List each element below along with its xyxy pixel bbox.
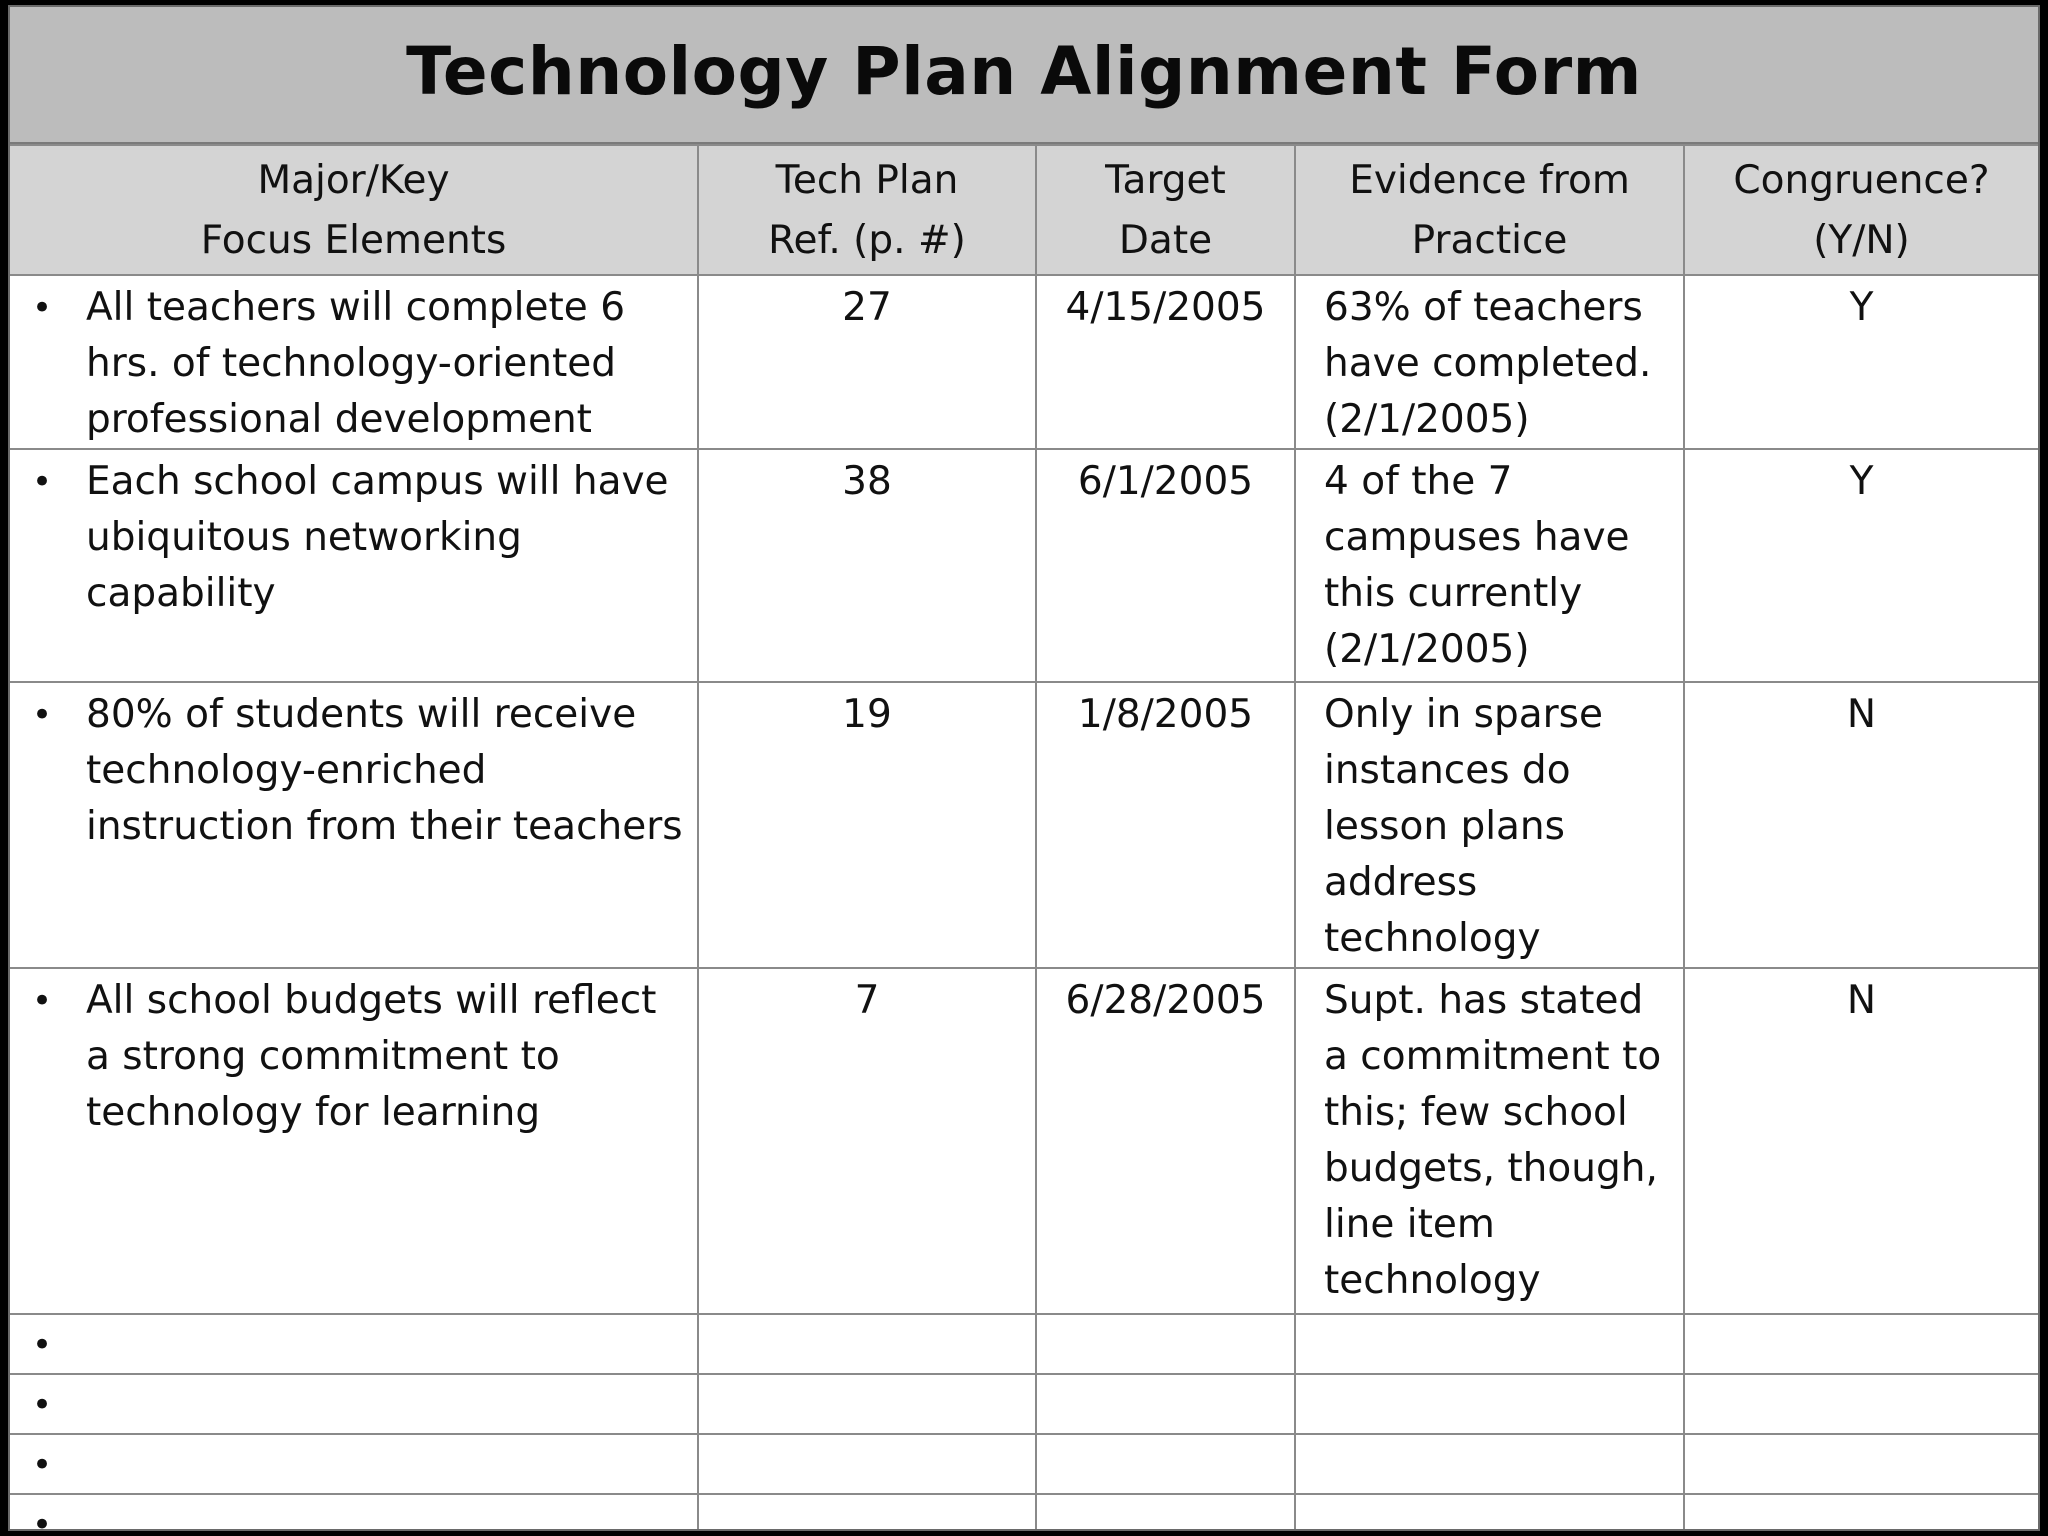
evidence-cell: Supt. has stated a commitment to this; few school budgets, though, line item technology (1295, 968, 1684, 1314)
col-header-focus-elements: Major/Key Focus Elements (10, 145, 698, 275)
congruence-cell (1684, 1494, 2038, 1531)
focus-element-cell (10, 682, 698, 968)
tech-plan-ref-cell (698, 1494, 1036, 1531)
blank-row (10, 1314, 2038, 1374)
target-date-cell: 4/15/2005 (1036, 275, 1295, 449)
form-title: Technology Plan Alignment Form (406, 33, 1642, 110)
congruence-cell: Y (1684, 449, 2038, 682)
table-row (10, 968, 2038, 1314)
tech-plan-ref-cell: 19 (698, 682, 1036, 968)
focus-element-cell (10, 449, 698, 682)
tech-plan-ref-cell: 7 (698, 968, 1036, 1314)
bullet: • (32, 1384, 53, 1425)
target-date-cell (1036, 1314, 1295, 1374)
congruence-cell (1684, 1374, 2038, 1434)
bullet: • (32, 1444, 53, 1485)
target-date-cell: 1/8/2005 (1036, 682, 1295, 968)
tech-plan-ref-cell (698, 1314, 1036, 1374)
col-header-tech-plan-ref: Tech Plan Ref. (p. #) (698, 145, 1036, 275)
evidence-cell (1295, 1434, 1684, 1494)
alignment-form (8, 5, 2040, 1531)
tech-plan-ref-cell (698, 1434, 1036, 1494)
evidence-cell (1295, 1314, 1684, 1374)
bullet: • (32, 695, 53, 735)
congruence-cell (1684, 1314, 2038, 1374)
alignment-table (10, 144, 2038, 1531)
evidence-cell: Only in sparse instances do lesson plans address technology (1295, 682, 1684, 968)
focus-element-text: 80% of students will receive technology-enriched instruction from their teachers (86, 692, 683, 849)
target-date-cell (1036, 1374, 1295, 1434)
focus-element-cell (10, 1374, 698, 1434)
table-row (10, 275, 2038, 449)
tech-plan-ref-cell: 38 (698, 449, 1036, 682)
tech-plan-ref-cell: 27 (698, 275, 1036, 449)
congruence-cell: N (1684, 682, 2038, 968)
congruence-cell: N (1684, 968, 2038, 1314)
focus-element-cell (10, 1494, 698, 1531)
focus-element-cell (10, 1314, 698, 1374)
focus-element-cell (10, 1434, 698, 1494)
focus-element-text: All school budgets will reflect a strong commitment to technology for learning (86, 978, 657, 1135)
bullet: • (32, 462, 53, 502)
blank-row (10, 1374, 2038, 1434)
focus-element-text: All teachers will complete 6 hrs. of technology-oriented professional development (86, 285, 626, 442)
target-date-cell: 6/1/2005 (1036, 449, 1295, 682)
focus-element-cell (10, 275, 698, 449)
blank-row (10, 1434, 2038, 1494)
table-row (10, 682, 2038, 968)
target-date-cell: 6/28/2005 (1036, 968, 1295, 1314)
bullet: • (32, 1324, 53, 1365)
focus-element-cell (10, 968, 698, 1314)
bullet: • (32, 288, 53, 328)
header-row (10, 145, 2038, 275)
col-header-target-date: Target Date (1036, 145, 1295, 275)
bullet: • (32, 981, 53, 1021)
congruence-cell (1684, 1434, 2038, 1494)
tech-plan-ref-cell (698, 1374, 1036, 1434)
title-bar (10, 7, 2038, 144)
table-row (10, 449, 2038, 682)
target-date-cell (1036, 1494, 1295, 1531)
col-header-congruence: Congruence? (Y/N) (1684, 145, 2038, 275)
bullet: • (32, 1504, 53, 1531)
col-header-evidence: Evidence from Practice (1295, 145, 1684, 275)
congruence-cell: Y (1684, 275, 2038, 449)
evidence-cell (1295, 1374, 1684, 1434)
evidence-cell: 4 of the 7 campuses have this currently (2/1/2005) (1295, 449, 1684, 682)
blank-row (10, 1494, 2038, 1531)
evidence-cell (1295, 1494, 1684, 1531)
target-date-cell (1036, 1434, 1295, 1494)
focus-element-text: Each school campus will have ubiquitous networking capability (86, 459, 669, 616)
evidence-cell: 63% of teachers have completed. (2/1/2005) (1295, 275, 1684, 449)
